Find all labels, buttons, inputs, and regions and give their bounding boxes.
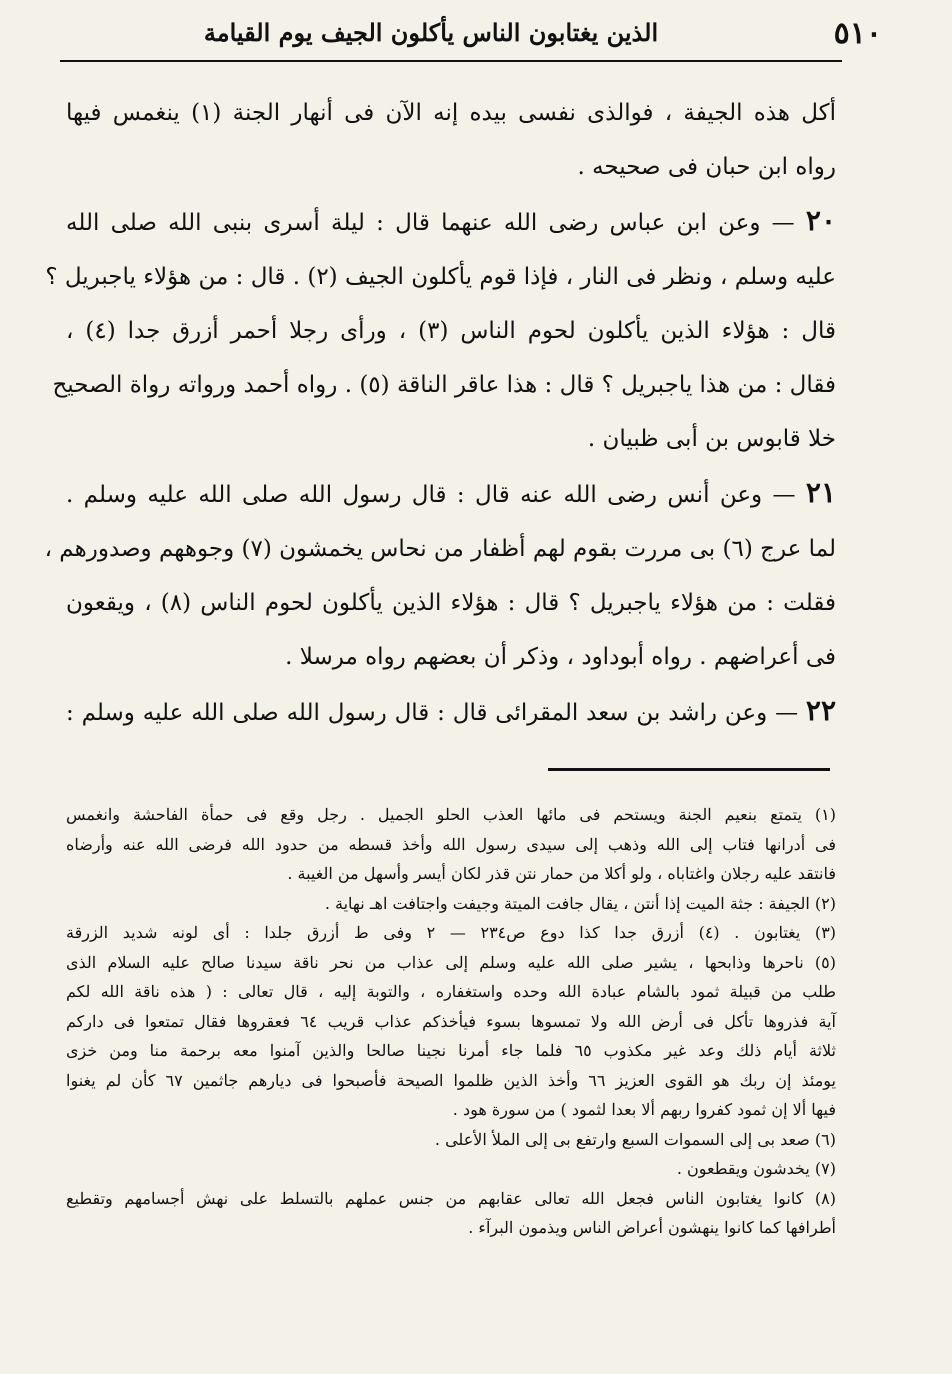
text-line (45, 250, 836, 304)
hadith-number: ٢٢ (805, 694, 836, 727)
footnote-line: (٢) الجيفة : جثة الميت إذا أنتن ، يقال جافت الميتة وجيفت واجتافت اهـ نهاية . (324, 893, 836, 913)
text-line (66, 576, 836, 630)
line-text: — وعن أنس رضى الله عنه قال : قال رسول الله صلى الله عليه وسلم . (66, 482, 806, 508)
footnote-line: آية فذروها تأكل فى أرض الله ولا تمسوها بسوء فيأخذكم عذاب قريب ٦٤ فعقروها فقال تمتعوا فى داركم (66, 1011, 836, 1031)
footnote-line: (٧) يخدشون ويقطعون . (676, 1159, 836, 1178)
text-line (66, 194, 836, 250)
footnote-line: يومئذ إن ربك هو القوى العزيز ٦٦ وأخذ الذين ظلموا الصيحة فأصبحوا فى ديارهم جاثمين ٦٧ كأن لم يغنوا (66, 1070, 837, 1090)
footnote-line: فيها ألا إن ثمود كفروا ربهم ألا بعدا لثمود ) من سورة هود . (452, 1100, 836, 1119)
footnote-line: طلب من قبيلة ثمود بالشام عبادة الله وحده واستغفاره ، والتوبة إليه ، قال تعالى : ( هذه ناقة الله لكم (66, 982, 837, 1001)
line-text: فقلت : من هؤلاء ياجبريل ؟ قال : هؤلاء الذين يأكلون لحوم الناس (٨) ، ويقعون (66, 590, 836, 616)
footnote-line: ثلاثة أيام ذلك وعد غير مكذوب ٦٥ فلما جاء أمرنا نجينا صالحا والذين آمنوا معه برحمة منا ومن خزى (66, 1041, 837, 1060)
footnote-line: (٣) يغتابون . (٤) أزرق جدا كذا دوع ص٢٣٤ — ٢ وفى ط أزرق جلدا : أى لونه شديد الزرقة (66, 923, 837, 942)
text-line (66, 304, 836, 358)
footnote-line: فى أدرانها فتاب إلى الله وذهب إلى سيدى رسول الله وأخذ قسطه من حدود الله فرضى الله عنه وأرضاه (66, 834, 837, 854)
text-line (66, 412, 836, 466)
footnote-line: فانتقد عليه رجلان واغتاباه ، ولو أكلا من حمار نتن قذر لكان أيسر وأسهل من الغيبة . (287, 864, 836, 883)
line-text: لما عرج (٦) بى مررت بقوم لهم أظفار من نحاس يخمشون (٧) وجوههم وصدورهم ، (44, 536, 836, 562)
text-line (66, 140, 836, 194)
line-text: قال : هؤلاء الذين يأكلون لحوم الناس (٣) ، ورأى رجلا أحمر أزرق جدا (٤) ، (66, 318, 836, 344)
text-line (66, 684, 836, 740)
footnotes (66, 800, 836, 1243)
footnote-line: (١) يتمتع بنعيم الجنة ويستحم فى مائها العذب الحلو الجميل . رجل وقع فى حمأة الفاحشة وانغمس (66, 805, 836, 824)
text-line (66, 86, 836, 140)
hadith-number: ٢١ (805, 476, 836, 509)
footnote-line: أطرافها كما كانوا ينهشون أعراض الناس ويذمون البرآء . (468, 1218, 836, 1237)
line-text: — وعن راشد بن سعد المقرائى قال : قال رسول الله صلى الله عليه وسلم : (66, 700, 806, 726)
footnote-line: (٦) صعد بى إلى السموات السبع وارتفع بى إلى الملأ الأعلى . (434, 1129, 836, 1149)
page-number: ٥١٠ (833, 16, 882, 51)
text-line (66, 466, 836, 522)
footnote-line: (٥) ناحرها وذابحها ، يشير صلى الله عليه وسلم إلى عذاب من نحر ناقة سيدنا صالح عليه السلام الذى (66, 952, 836, 972)
footnote-line: (٨) كانوا يغتابون الناس فجعل الله تعالى عقابهم من جنس عملهم بالتسلط على نهش أجسامهم وتقطيع (66, 1188, 836, 1208)
line-text: أكل هذه الجيفة ، فوالذى نفسى بيده إنه الآن فى أنهار الجنة (١) ينغمس فيها (66, 100, 836, 126)
line-text: خلا قابوس بن أبى ظبيان . (587, 426, 836, 452)
hadith-number: ٢٠ (805, 204, 836, 237)
line-text: فى أعراضهم . رواه أبوداود ، وذكر أن بعضهم رواه مرسلا . (285, 644, 836, 670)
line-text: رواه ابن حبان فى صحيحه . (577, 154, 836, 180)
text-line (66, 630, 836, 684)
running-title: الذين يغتابون الناس يأكلون الجيف يوم القيامة (203, 18, 659, 47)
text-line (52, 358, 836, 412)
page-header (60, 12, 892, 56)
line-text: عليه وسلم ، ونظر فى النار ، فإذا قوم يأكلون الجيف (٢) . قال : من هؤلاء ياجبريل ؟ (45, 264, 836, 290)
line-text: فقال : من هذا ياجبريل ؟ قال : هذا عاقر الناقة (٥) . رواه أحمد ورواته رواة الصحيح (52, 372, 836, 398)
line-text: — وعن ابن عباس رضى الله عنهما قال : ليلة أسرى بنبى الله صلى الله (66, 210, 806, 236)
text-line (44, 522, 836, 576)
footnote-separator (548, 768, 830, 771)
main-text (44, 86, 836, 740)
header-rule (60, 60, 842, 62)
